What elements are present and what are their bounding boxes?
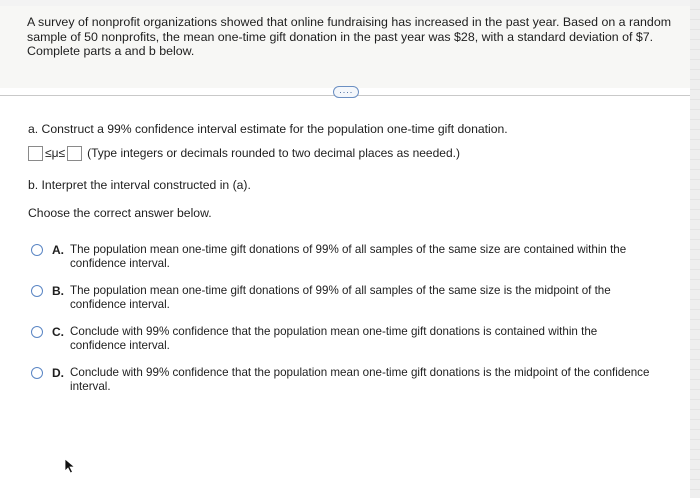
option-letter: A. — [52, 243, 64, 257]
rounding-hint: (Type integers or decimals rounded to two decimal places as needed.) — [87, 146, 460, 160]
option-letter: C. — [52, 325, 64, 339]
option-letter: D. — [52, 366, 64, 380]
radio-button[interactable] — [31, 285, 43, 297]
part-b-label: b. Interpret the interval constructed in (a). — [28, 178, 251, 192]
option-text: Conclude with 99% confidence that the population mean one-time gift donations is contained within the confidence interval. — [70, 325, 598, 352]
radio-button[interactable] — [31, 326, 43, 338]
mouse-cursor-icon — [64, 458, 78, 474]
part-a-label: a. Construct a 99% confidence interval estimate for the population one-time gift donation. — [28, 122, 508, 136]
confidence-interval-row — [28, 143, 460, 163]
background-window-edge — [690, 0, 700, 498]
interval-symbol: ≤μ≤ — [45, 146, 66, 160]
upper-bound-input[interactable] — [67, 146, 82, 161]
option-d[interactable] — [31, 366, 671, 393]
more-button[interactable] — [333, 86, 359, 98]
lower-bound-input[interactable] — [28, 146, 43, 161]
option-text: The population mean one-time gift donations of 99% of all samples of the same size is the midpoint of the confidence interval. — [70, 284, 611, 311]
option-text: Conclude with 99% confidence that the population mean one-time gift donations is the midpoint of the confidence interval. — [70, 366, 650, 393]
radio-button[interactable] — [31, 244, 43, 256]
option-a[interactable] — [31, 243, 671, 270]
option-text: The population mean one-time gift donations of 99% of all samples of the same size are contained within the confidence interval. — [70, 243, 627, 270]
option-letter: B. — [52, 284, 64, 298]
radio-button[interactable] — [31, 367, 43, 379]
question-text: A survey of nonprofit organizations showed that online fundraising has increased in the past year. Based on a random sample of 50 nonprofits, the mean one-time gift donation in the past year was $28, with a standard deviation of $7. Complete parts a and b below. — [27, 15, 672, 59]
choose-instruction: Choose the correct answer below. — [28, 206, 212, 220]
option-c[interactable] — [31, 325, 671, 352]
more-dots-icon: ···· — [339, 87, 353, 97]
option-b[interactable] — [31, 284, 671, 311]
